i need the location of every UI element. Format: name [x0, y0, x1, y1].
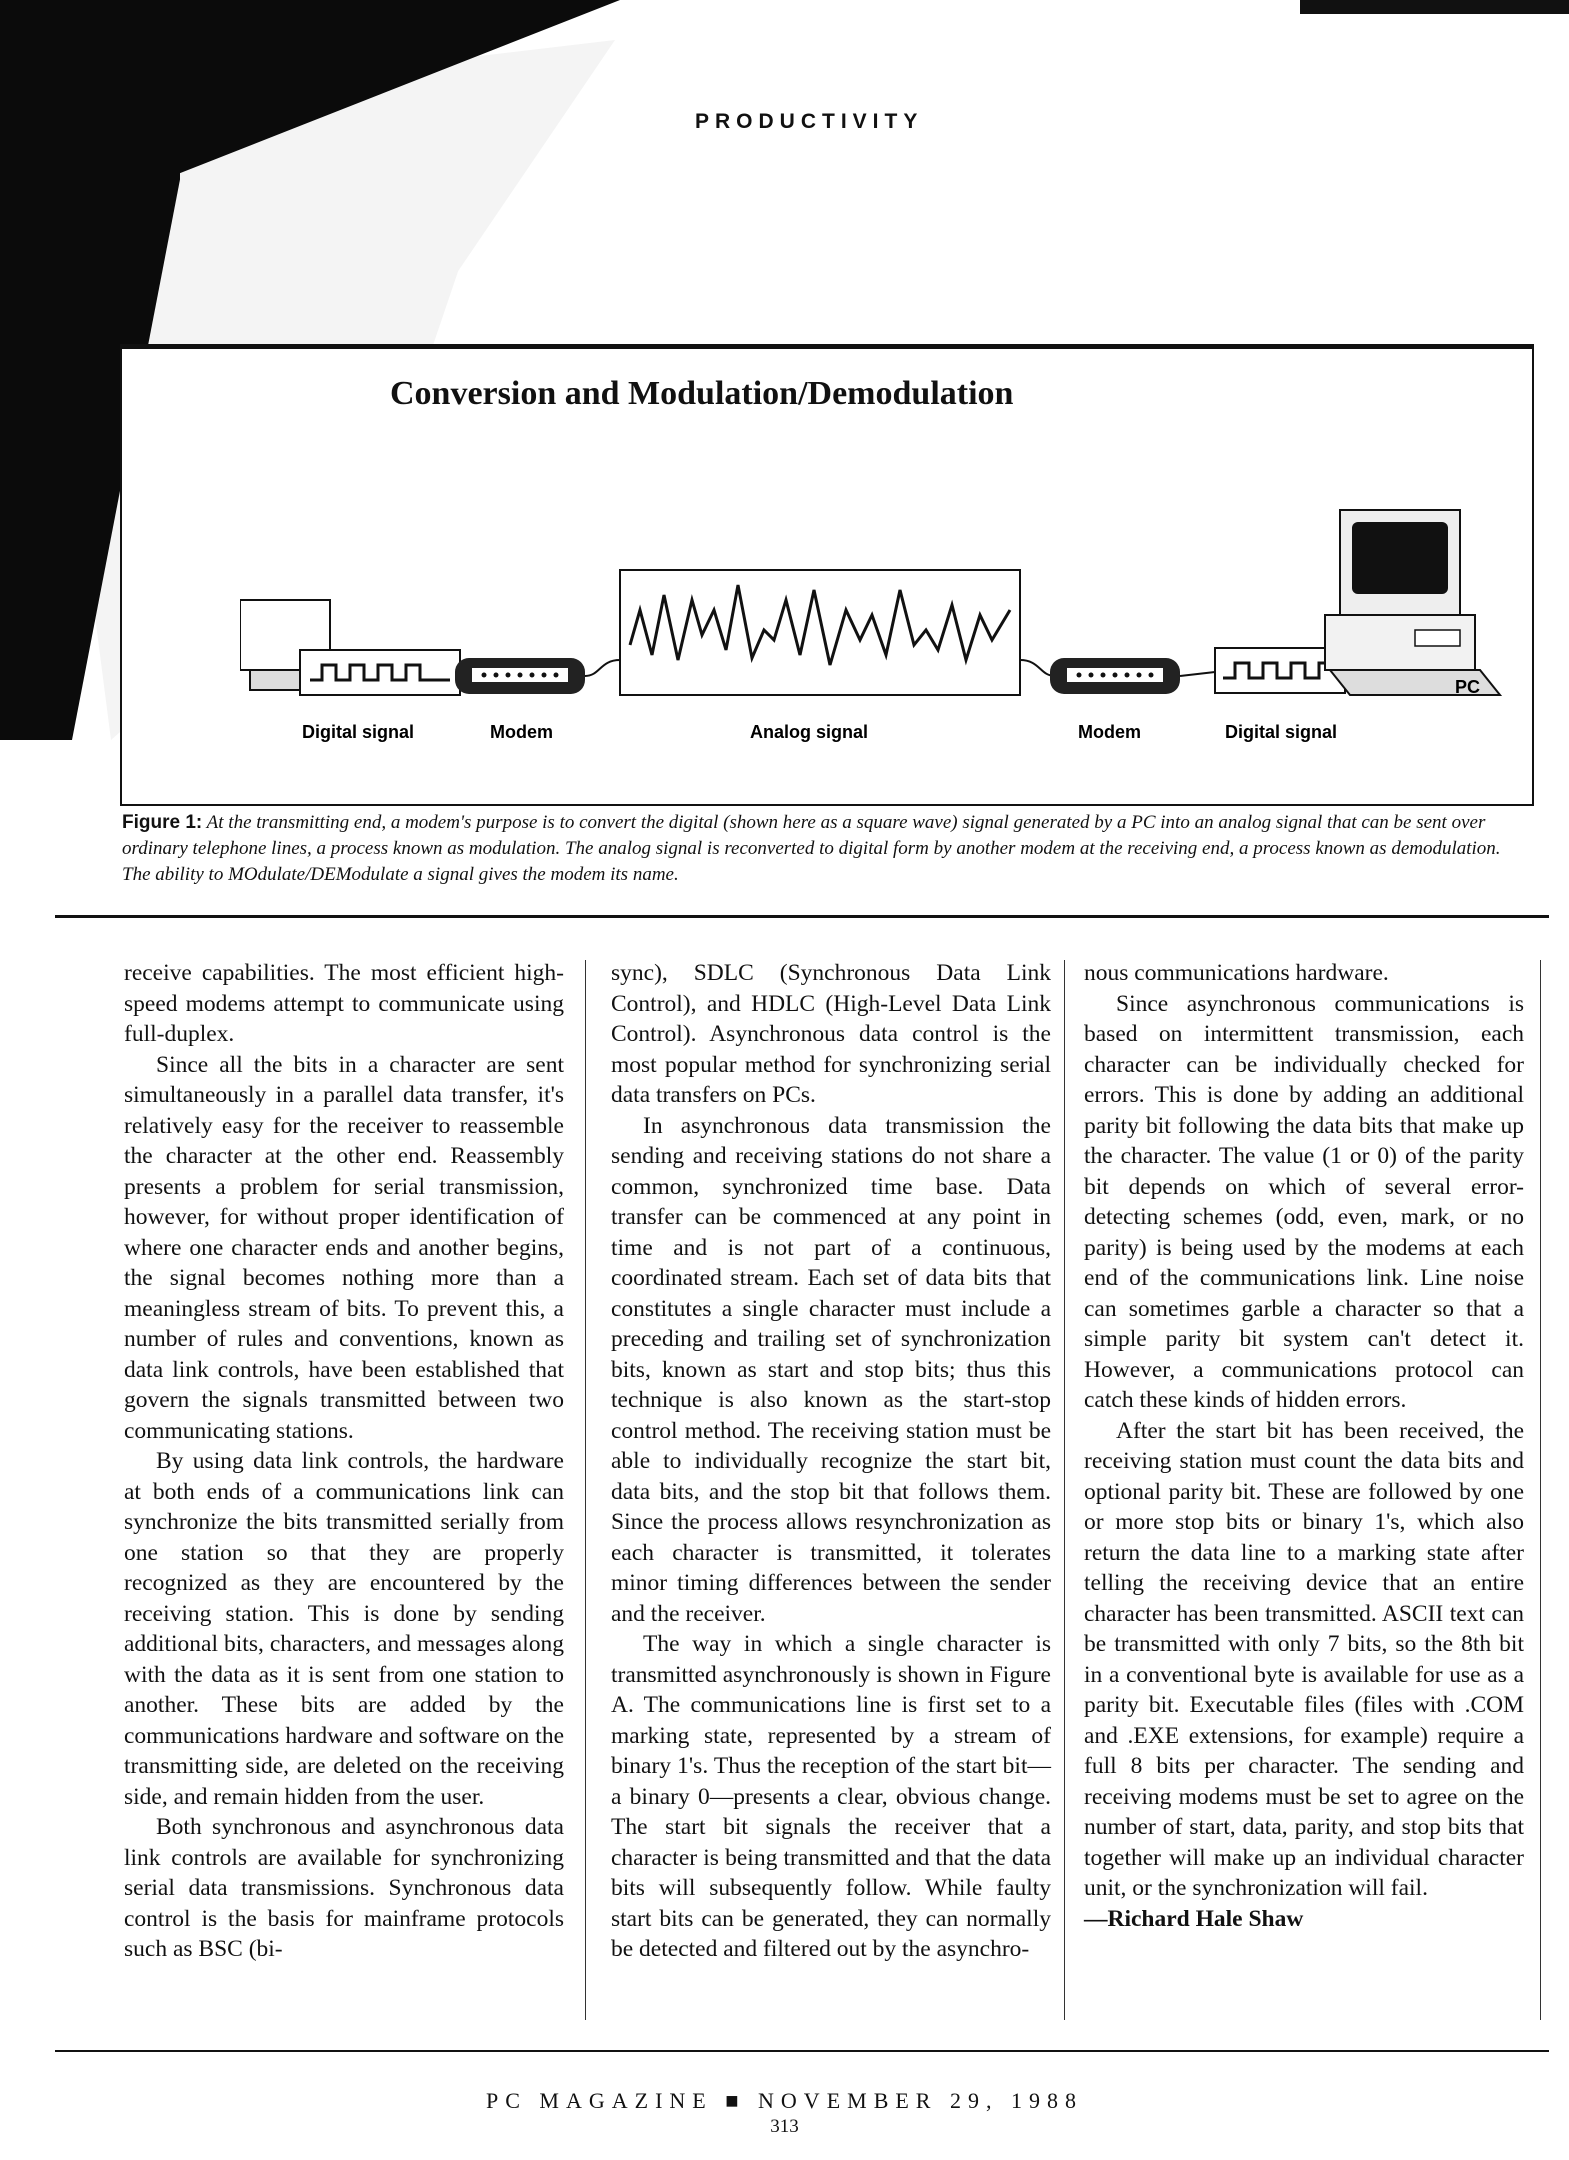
column-divider-2: [1064, 960, 1065, 2020]
modem-left-icon: [455, 658, 585, 694]
paragraph: In asynchronous data transmission the sending and receiving stations do not share a common, synchronized time base. Data transfer can be commenced at any point in time and is not part of a continuous, coordinated stream. Each set of data bits that constitutes a single character must include a preceding and trailing set of synchronization bits, known as start and stop bits; thus this technique is also known as the start-stop control method. The receiving station must be able to individually recognize the start bit, data bits, and the stop bit that follows them. Since the process allows resynchronization as each character is transmitted, it tolerates minor timing differences between the sender and the receiver.: [611, 1112, 1051, 1627]
column-divider-3: [1540, 960, 1541, 2020]
label-modem-right: Modem: [1078, 722, 1141, 742]
section-rule: [55, 915, 1549, 918]
paragraph: Since asynchronous communications is based on intermittent transmission, each character can be individually checked for errors. This is done by adding an additional parity bit following the data bits that make up the character. The value (1 or 0) of the parity bit depends on which of several error-detecting schemes (odd, even, mark, or no parity) is being used by the modems at each end of the communications link. Line noise can sometimes garble a character so that a simple parity bit system can't detect it. However, a communications protocol can catch these kinds of hidden errors.: [1084, 990, 1524, 1413]
label-digital-signal-left: Digital signal: [302, 722, 415, 742]
caption-label: Figure 1:: [122, 812, 203, 833]
paragraph: receive capabilities. The most efficient high-speed modems attempt to communicate using full-duplex.: [124, 960, 564, 1047]
top-rule: [1300, 0, 1569, 14]
label-analog-signal: Analog signal: [750, 722, 869, 742]
article-column-2: [611, 958, 1051, 1965]
analog-signal-box: [620, 570, 1020, 695]
paragraph: sync), SDLC (Synchronous Data Link Control), and HDLC (High-Level Data Link Control). Asynchronous data control is the most popular method for synchronizing serial data transfers on PCs.: [611, 960, 1051, 1108]
paragraph: nous communications hardware.: [1084, 960, 1389, 986]
paragraph: After the start bit has been received, the receiving station must count the data bits and optional parity bit. These are followed by one or more stop bits or binary 1's, which also return the data line to a marking state after telling the receiving device that an entire character has been transmitted. ASCII text can be transmitted with only 7 bits, so the 8th bit in a conventional byte is available for use as a parity bit. Executable files (files with .COM and .EXE extensions, for example) require a full 8 bits per character. The sending and receiving modems must be set to agree on the number of start, data, parity, and stop bits that together will make up an individual character unit, or the synchronization will fail.: [1084, 1417, 1524, 1901]
column-divider-1: [585, 960, 586, 2020]
footer-rule: [55, 2050, 1549, 2052]
footer-magazine: PC MAGAZINE ■ NOVEMBER 29, 1988: [486, 2088, 1083, 2113]
figure-title: Conversion and Modulation/Demodulation: [390, 375, 1014, 412]
figure-caption: [122, 810, 1532, 888]
paragraph: Both synchronous and asynchronous data link controls are available for synchronizing serial data transmissions. Synchronous data control is the basis for mainframe protocols such as BSC (bi-: [124, 1814, 564, 1962]
paragraph: By using data link controls, the hardware at both ends of a communications link can synchronize the bits transmitted serially from one station so that they are properly recognized as they are encountered by the receiving station. This is done by sending additional bits, characters, and messages along with the data as it is sent from one station to another. These bits are added by the communications hardware and software on the transmitting side, are deleted on the receiving side, and remain hidden from the user.: [124, 1448, 564, 1810]
article-column-1: [124, 958, 564, 1965]
section-header: PRODUCTIVITY: [695, 110, 924, 133]
page-number: 313: [770, 2116, 799, 2137]
modem-diagram: [240, 480, 1530, 760]
pc-right-icon: [1325, 510, 1500, 695]
label-digital-signal-right: Digital signal: [1225, 722, 1338, 742]
modem-right-icon: [1050, 658, 1180, 694]
label-modem-left: Modem: [490, 722, 553, 742]
caption-text: At the transmitting end, a modem's purpose is to convert the digital (shown here as a square wave) signal generated by a PC into an analog signal that can be sent over ordinary telephone lines, a process known as modulation. The analog signal is reconverted to digital form by another modem at the receiving end, a process known as demodulation. The ability to MOdulate/DEModulate a signal gives the modem its name.: [122, 812, 1501, 885]
digital-signal-left-box: [300, 650, 460, 695]
paragraph: Since all the bits in a character are sent simultaneously in a parallel data transfer, it's relatively easy for the receiver to reassemble the character at the other end. Reassembly presents a problem for serial transmission, however, for without proper identification of where one character ends and another begins, the signal becomes nothing more than a meaningless stream of bits. To prevent this, a number of rules and conventions, known as data link controls, have been established that govern the signals transmitted between two communicating stations.: [124, 1051, 564, 1444]
article-column-3: [1084, 958, 1524, 1934]
author-signature: —Richard Hale Shaw: [1084, 1905, 1304, 1932]
paragraph: The way in which a single character is transmitted asynchronously is shown in Figure A. The communications line is first set to a marking state, represented by a stream of binary 1's. Thus the reception of the start bit—a binary 0—presents a clear, obvious change. The start bit signals the receiver that a character is being transmitted and that the data bits will subsequently follow. While faulty start bits can be generated, they can normally be detected and filtered out by the asynchro-: [611, 1631, 1051, 1962]
label-pc: PC: [1455, 677, 1481, 697]
